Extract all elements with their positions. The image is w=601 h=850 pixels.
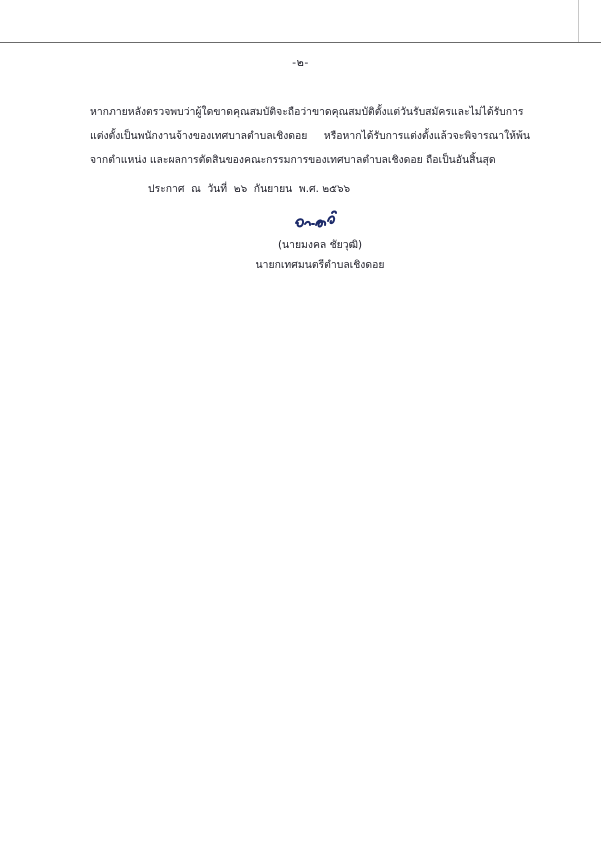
scan-border-line xyxy=(0,42,601,43)
handwritten-signature xyxy=(292,209,352,233)
signer-title: นายกเทศมนตรีตำบลเชิงดอย xyxy=(255,259,385,271)
announcement-date: ประกาศ ณ วันที่ ๒๖ กันยายน พ.ศ. ๒๕๖๖ xyxy=(148,183,351,195)
page-number: -๒- xyxy=(292,56,309,69)
scan-edge-line xyxy=(578,0,579,42)
body-paragraph: หากภายหลังตรวจพบว่าผู้ใดขาดคุณสมบัติจะถือว่าขาดคุณสมบัติตั้งแต่วันรับสมัครและไม่ได้รับการแต่งตั้งเป็นพนักงานจ้างของเทศบาลตำบลเชิงดอย หรือหากได้รับการแต่งตั้งแล้วจะพิจารณาให้พ้นจากตำแหน่ง และผลการตัดสินของคณะกรรมการของเทศบาลตำบลเชิงดอย ถือเป็นอันสิ้นสุด xyxy=(90,106,530,166)
signer-name: (นายมงคล ชัยวุฒิ) xyxy=(277,239,363,251)
